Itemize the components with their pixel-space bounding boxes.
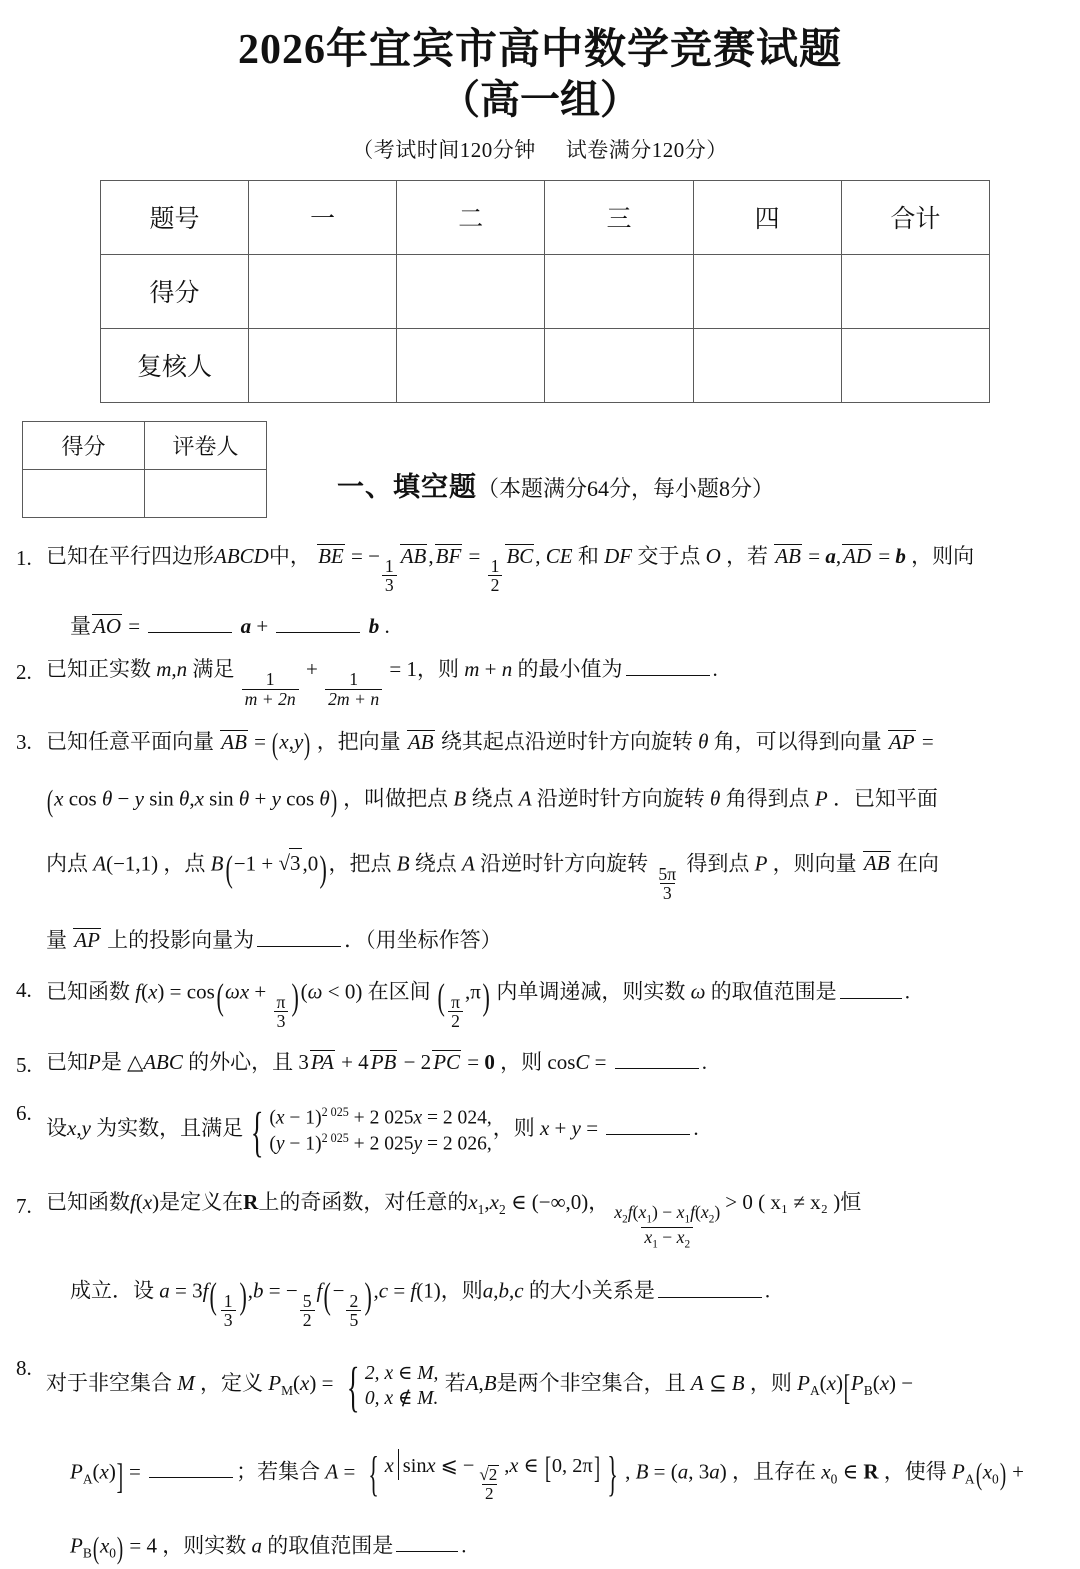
q8-text-i: ，则实数 — [162, 1533, 247, 1558]
question-1 — [16, 540, 1066, 640]
question-4 — [16, 972, 1066, 1031]
q8-text-c: 若 — [444, 1370, 466, 1395]
cell-part-1: 一 — [249, 180, 397, 254]
cell-total: 合计 — [841, 180, 989, 254]
q2-text-c: ，则 — [416, 656, 459, 681]
question-6 — [16, 1095, 1066, 1168]
q1-quad-label: ABCD — [214, 543, 269, 568]
q7-text-b: 是定义在 — [159, 1190, 244, 1215]
q3-text-c: 绕其起点沿逆时针方向旋转 — [440, 729, 693, 754]
q8-piecewise: { 2, x ∈ M, 0, x ∉ M. — [346, 1355, 439, 1417]
question-8 — [16, 1350, 1066, 1569]
section-title: 一、填空题 — [337, 471, 477, 502]
q6-coef-1: 2 025 — [369, 1107, 414, 1129]
score-cell-4[interactable] — [693, 254, 841, 328]
q6-text-c: ，则 — [492, 1115, 535, 1140]
score-table-container — [0, 180, 1080, 403]
q2-text-a: 已知正实数 — [46, 656, 151, 681]
q6-coef-2: 2 025 — [369, 1133, 414, 1155]
q6-rhs-1: 2 024, — [442, 1107, 492, 1129]
q7-text-f: ，则 — [440, 1278, 483, 1303]
q4-frac-den: 3 — [274, 1011, 289, 1031]
q6-text-b: 为实数，且满足 — [96, 1115, 244, 1140]
q3-text-t: ．（用坐标作答） — [344, 927, 502, 952]
question-number: 1. — [16, 545, 32, 570]
q8-case-2: 0, x ∉ M. — [364, 1388, 439, 1410]
question-6-line-1: 设x,y 为实数，且满足 { $(x - 1)^{2 025} + 2$ 025x = 2 024, $(y - 1)^{2 025} + 2$ 025y = 2 026, ，则 x + y = . — [46, 1095, 1066, 1168]
page-title: 2026年宜宾市高中数学竞赛试题 — [237, 27, 842, 73]
q3-text-a: 已知任意平面向量 — [46, 729, 214, 754]
answer-blank-4[interactable] — [840, 977, 902, 999]
question-3-line-4: 量 AP 上的投影向量为 ．（用坐标作答） — [46, 925, 1066, 954]
q8-text-d: 是两个非空集合，且 — [496, 1370, 686, 1395]
question-number: 5. — [16, 1052, 32, 1077]
q3-text-p: ，则向量 — [772, 851, 857, 876]
q3-text-r: 量 — [46, 927, 67, 952]
question-number: 6. — [16, 1100, 32, 1125]
answer-blank-7[interactable] — [658, 1276, 762, 1298]
q7-text-g: 的大小关系是 — [528, 1278, 655, 1303]
answer-blank-8a[interactable] — [149, 1456, 233, 1478]
q3-text-d: 角，可以得到向量 — [713, 729, 882, 754]
exam-total-score: 试卷满分120分） — [565, 137, 728, 162]
q3-text-m: 绕点 — [414, 851, 457, 876]
grader-box-marker-value[interactable] — [145, 469, 267, 517]
section-note: （本题满分64分，每小题8分） — [477, 475, 775, 501]
question-7-line-1: 已知函数f(x)是定义在R上的奇函数，对任意的$x_1,x_2$ ∈ (−∞,0)， $\frac{x_2f(x_1) - x_1f(x_2)}{x_1 - x_2}$ > 0 ( x₁ ≠ x₂ )恒 — [46, 1190, 862, 1251]
answer-blank-1a[interactable] — [148, 611, 232, 633]
score-table — [100, 180, 990, 403]
q4-text-d: 的取值范围是 — [710, 979, 837, 1004]
q1-frac1-den: 3 — [382, 575, 397, 595]
q3-text-s: 上的投影向量为 — [107, 927, 255, 952]
grader-box-score-value[interactable] — [23, 469, 145, 517]
page-subtitle: （高一组） — [440, 76, 640, 122]
document-header — [0, 0, 1080, 164]
q6-equation-1: $(x - 1)^{2 025} + 2$ 025x = 2 024, — [269, 1105, 492, 1129]
q5-text-b: 是 — [100, 1049, 122, 1074]
question-number: 7. — [16, 1194, 32, 1219]
q3-text-l: ，把点 — [328, 851, 392, 876]
question-3-line-3: 内点 A(−1,1) ，点 B(−1 + √3,0)，把点 B 绕点 A 沿逆时针方向旋转 $\frac{5\pi}{3}$ 得到点 P ，则向量 AB 在向 — [46, 847, 939, 904]
q6-text-a: 设 — [46, 1115, 67, 1140]
q8-text-e: ，则 — [749, 1370, 792, 1395]
q3-text-h: 角得到点 — [725, 786, 810, 811]
q7-inequality: > 0 — [725, 1190, 753, 1215]
table-row — [101, 328, 990, 402]
row-label-question-number: 题号 — [101, 180, 249, 254]
reviewer-cell-3[interactable] — [545, 328, 693, 402]
q8-text-h: ，使得 — [883, 1459, 947, 1484]
q4-int-num: π — [451, 991, 460, 1012]
q1-frac2-den: 2 — [488, 575, 503, 595]
q2-frac1-den: m + 2n — [242, 689, 299, 709]
q4-frac-num: π — [276, 991, 286, 1012]
question-7-line-2: 成立．设 a = 3f( $\frac{1}{3}$ ),b = − $\frac{5}{2}$ f(− $\frac{2}{5}$ ),c = f(1)，则a,b,c 的大小关系是 . — [70, 1274, 771, 1331]
q3-text-b: ，把向量 — [316, 729, 401, 754]
question-1-line-1: 已知在平行四边形ABCD中， BE = − $\frac{1}{3}$ AB,BF = $\frac{1}{2}$ BC, CE 和 DF 交于点 O ，若 AB = a,AD = b ，则向 — [46, 543, 975, 596]
section-header-row — [0, 421, 1080, 518]
q2-text-d: 的最小值为 — [517, 656, 623, 681]
q7-condition: ( x₁ ≠ x₂ ) — [758, 1190, 841, 1215]
q1-text-d: 交于点 — [637, 543, 701, 568]
table-row — [23, 421, 267, 469]
reviewer-cell-total[interactable] — [841, 328, 989, 402]
q3-text-n: 沿逆时针方向旋转 — [480, 851, 649, 876]
q3-text-o: 得到点 — [686, 851, 750, 876]
score-cell-3[interactable] — [545, 254, 693, 328]
q6-rhs-2: 2 026, — [442, 1133, 492, 1155]
q7-text-c: 上的奇函数，对任意的 — [258, 1190, 469, 1215]
q7-text-e: 成立．设 — [70, 1278, 154, 1303]
q6-equation-2: $(y - 1)^{2 025} + 2$ 025y = 2 026, — [269, 1131, 492, 1155]
q8-set-a: { x sinx ⩽ − $\frac{√2}{2}$ ,x ∈ [0, 2π] } — [367, 1448, 618, 1504]
q1-text-g: 量 — [70, 613, 91, 638]
cell-part-4: 四 — [693, 180, 841, 254]
question-2-line-1: 已知正实数 m,n 满足 $\frac{1}{m + 2n}$ + $\frac{1}{2m + n}$ = 1，则 m + n 的最小值为 . — [46, 654, 1066, 708]
row-label-reviewer: 复核人 — [101, 328, 249, 402]
reviewer-cell-4[interactable] — [693, 328, 841, 402]
question-number: 2. — [16, 659, 32, 684]
q8-text-b: ，定义 — [200, 1370, 263, 1395]
q4-int-den: 2 — [448, 1011, 463, 1031]
score-cell-2[interactable] — [397, 254, 545, 328]
table-row — [23, 469, 267, 517]
q8-text-f: ；若集合 — [236, 1459, 321, 1484]
answer-blank-1b[interactable] — [276, 611, 360, 633]
q1-frac2-num: 1 — [490, 555, 500, 576]
question-3-line-1: 已知任意平面向量 AB = (x,y) ，把向量 AB 绕其起点沿逆时针方向旋转 θ 角，可以得到向量 AP = — [46, 727, 934, 762]
question-8-line-3: $P_B(x_0) = 4$ ，则实数 a 的取值范围是 . — [70, 1530, 467, 1565]
questions-list — [0, 540, 1080, 1569]
cell-part-3: 三 — [545, 180, 693, 254]
question-2 — [16, 654, 1066, 708]
q3-text-j: 内点 — [46, 851, 88, 876]
q3-text-g: 沿逆时针方向旋转 — [536, 786, 705, 811]
question-5 — [16, 1047, 1066, 1079]
q1-text-c: 和 — [577, 543, 599, 568]
question-7 — [16, 1188, 1066, 1330]
q3-text-f: 绕点 — [471, 786, 514, 811]
question-number: 4. — [16, 977, 32, 1002]
q1-text-f: ，则向 — [911, 543, 975, 568]
q6-system: { $(x - 1)^{2 025} + 2$ 025x = 2 024, $(y - 1)^{2 025} + 2$ 025y = 2 026, — [250, 1100, 492, 1162]
answer-blank-3[interactable] — [257, 925, 341, 947]
q3-text-q: 在向 — [896, 851, 939, 876]
q6-exp-1: 2 025 — [321, 1105, 349, 1120]
q1-text-b: 中， — [268, 543, 311, 568]
q2-frac2-den: 2m + n — [325, 689, 382, 709]
answer-blank-2[interactable] — [626, 654, 710, 676]
q4-text-b: 在区间 — [367, 979, 431, 1004]
reviewer-cell-2[interactable] — [397, 328, 545, 402]
question-number: 3. — [16, 730, 32, 755]
reviewer-cell-1[interactable] — [249, 328, 397, 402]
grader-box-marker-label: 评卷人 — [145, 421, 267, 469]
exam-meta — [0, 134, 1080, 164]
q7-text-d: 恒 — [840, 1190, 862, 1215]
q1-text-e: ，若 — [726, 543, 769, 568]
q7-text-a: 已知函数 — [46, 1190, 130, 1215]
question-3 — [16, 724, 1066, 954]
question-8-line-1: 对于非空集合 M ，定义 $P_M(x)$ = { 2, x ∈ M, 0, x ∉ M. 若A,B是两个非空集合，且 A ⊆ B ，则 $P_A(x)[P_B(x)$ − — [46, 1350, 1066, 1423]
q5-text-a: 已知 — [46, 1049, 88, 1074]
q3-text-e: ，叫做把点 — [343, 786, 449, 811]
q8-text-g: ，且存在 — [731, 1459, 816, 1484]
q5-triangle: △ABC — [127, 1049, 183, 1074]
q3-text-k: ，点 — [163, 851, 206, 876]
score-cell-1[interactable] — [249, 254, 397, 328]
q2-text-b: 满足 — [192, 656, 235, 681]
cell-part-2: 二 — [397, 180, 545, 254]
q3-rot-den: 3 — [660, 883, 675, 903]
grader-box — [22, 421, 267, 518]
answer-blank-8b[interactable] — [396, 1530, 458, 1552]
q4-text-c: 内单调递减，则实数 — [496, 979, 686, 1004]
exam-duration: （考试时间120分钟 — [352, 137, 536, 162]
grader-box-score-label: 得分 — [23, 421, 145, 469]
question-8-line-2: $P_A(x)$] = ；若集合 A = { x sinx ⩽ − $\frac{√2}{2}$ ,x ∈ [0, 2π] } , B = (a, 3a) ，且存在 $x_0$ ∈ R ，使得 $P_A(x_0)$ + — [46, 1443, 1066, 1508]
table-row — [101, 254, 990, 328]
q1-text-a: 已知在平行四边形 — [46, 543, 214, 568]
q1-frac1-num: 1 — [384, 555, 394, 576]
q3-text-i: ．已知平面 — [832, 786, 938, 811]
q8-text-j: 的取值范围是 — [267, 1533, 394, 1558]
question-5-line-1: 已知P是 △ABC 的外心，且 3PA + 4PB − 2PC = 0 ，则 cosC = . — [46, 1047, 1066, 1076]
q8-case-1: 2, x ∈ M, — [364, 1362, 439, 1384]
q6-exp-2: 2 025 — [321, 1131, 349, 1146]
table-row — [101, 180, 990, 254]
q5-text-d: ，则 — [500, 1049, 543, 1074]
q3-rot-num: 5π — [658, 863, 677, 884]
row-label-score: 得分 — [101, 254, 249, 328]
question-4-line-1: 已知函数 f(x) = cos(ωx + $\frac{\pi}{3}$ )(ω < 0) 在区间 ( $\frac{\pi}{2}$ ,π) 内单调递减，则实数 ω 的取值范围是 . — [46, 975, 910, 1032]
q4-text-a: 已知函数 — [46, 979, 130, 1004]
q8-text-a: 对于非空集合 — [46, 1370, 172, 1395]
question-3-line-2: (x cos θ − y sin θ,x sin θ + y cos θ) ，叫做把点 B 绕点 A 沿逆时针方向旋转 θ 角得到点 P ．已知平面 — [46, 783, 938, 818]
score-cell-total[interactable] — [841, 254, 989, 328]
section-heading — [337, 465, 774, 504]
question-number: 8. — [16, 1355, 32, 1380]
answer-blank-5[interactable] — [615, 1047, 699, 1069]
answer-blank-6[interactable] — [606, 1113, 690, 1135]
q5-text-c: 的外心，且 — [188, 1049, 294, 1074]
question-1-line-2: 量AO = a + b . — [46, 611, 1066, 640]
